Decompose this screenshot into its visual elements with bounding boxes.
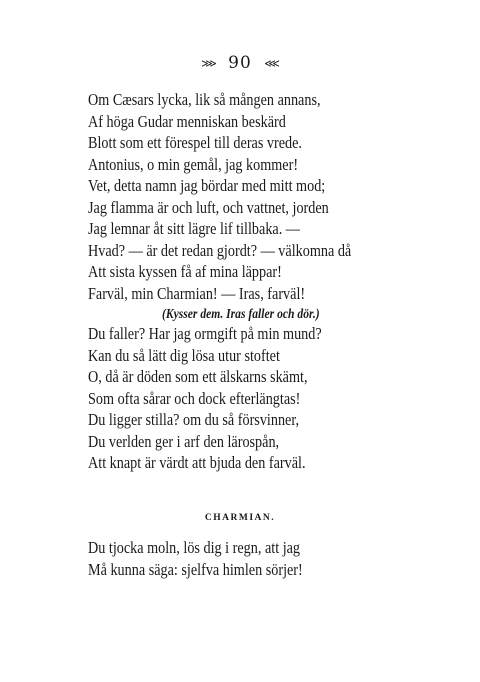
- verse-line: Af höga Gudar menniskan beskärd: [88, 111, 286, 131]
- verse-line: Du verlden ger i arf den lärospån,: [88, 431, 280, 451]
- verse-line: Du faller? Har jag ormgift på min mund?: [88, 324, 322, 343]
- verse-line: Jag lemnar åt sitt lägre lif tillbaka. —: [88, 219, 301, 238]
- verse-line: O, då är döden som ett älskarns skämt,: [88, 367, 308, 386]
- verse-line: Att knapt är värdt att bjuda den farväl.: [88, 453, 306, 472]
- verse-line: Farväl, min Charmian! — Iras, farväl!: [88, 283, 306, 303]
- verse-line: Må kunna säga: sjelfva himlen sörjer!: [88, 559, 303, 579]
- page-header: [0, 53, 480, 73]
- verse-line: Kan du så lätt dig lösa utur stoftet: [88, 345, 280, 365]
- verse-line: Du tjocka moln, lös dig i regn, att jag: [88, 538, 301, 557]
- verse-line: Du ligger stilla? om du så försvinner,: [88, 410, 300, 429]
- speaker-name: CHARMIAN.: [204, 513, 276, 523]
- page-number: 90: [228, 53, 252, 73]
- verse-line: Om Cæsars lycka, lik så mången annans,: [88, 90, 321, 109]
- verse-line: Jag flamma är och luft, och vattnet, jorden: [88, 197, 329, 217]
- ornament-right-icon: ⋘: [264, 57, 279, 70]
- verse-line: Hvad? — är det redan gjordt? — välkomna då: [88, 240, 352, 260]
- verse-line: Som ofta sårar och dock efterlängtas!: [88, 388, 301, 408]
- verse-line: Blott som ett förespel till deras vrede.: [88, 133, 302, 152]
- ornament-left-icon: ⋙: [201, 57, 216, 70]
- verse-line: Att sista kyssen få af mina läppar!: [88, 262, 282, 281]
- stage-direction: (Kysser dem. Iras faller och dör.): [161, 306, 320, 321]
- verse-line: Vet, detta namn jag bördar med mitt mod;: [88, 176, 326, 195]
- verse-block-1: [88, 89, 415, 474]
- verse-block-2: [88, 537, 415, 580]
- verse-line: Antonius, o min gemål, jag kommer!: [88, 154, 299, 174]
